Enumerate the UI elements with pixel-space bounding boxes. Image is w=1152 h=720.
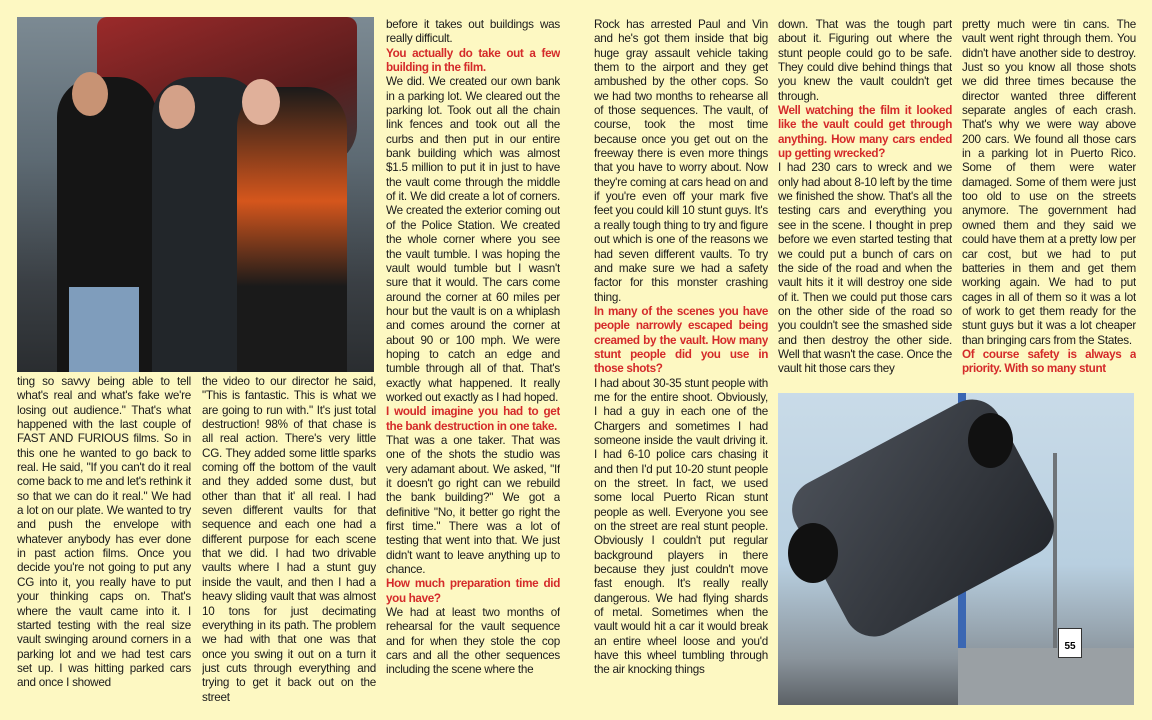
answer-text: We had at least two months of rehearsal for the vault sequence and for when they stole the cop cars and all the other sequences including the scene where the: [386, 606, 560, 677]
face-shape: [72, 72, 108, 116]
article-column-3: [386, 18, 560, 706]
answer-text: pretty much were tin cans. The vault went right through them. You didn't have another side to destroy. Just so you know all those shots we did three times because the director wanted three different separate angles of each crash. That's why we were way above 200 cars. We found all those cars in a parking lot in Puerto Rico. Some of them were water damaged. Some of them were just too old to use on the streets anymore. The government had owned them and they said we could have them at a pretty low per car cost, but we had to put batteries in them and get them working again. We had to put cages in all of them so it was a lot of work to get them ready for the stunt guys but it was a lot cheaper than bringing cars from the States.: [962, 18, 1136, 347]
person-left-jeans-shape: [69, 287, 139, 372]
question-heading: Of course safety is always a priority. With so many stunt: [962, 347, 1136, 376]
person-right-shape: [237, 87, 347, 372]
article-column-1: [17, 375, 191, 705]
article-column-2: [202, 375, 376, 705]
overturned-car-shape: [782, 393, 1065, 647]
answer-text: the video to our director he said, "This is fantastic. This is what we are going to run with." It's just total destruction! 98% of that chase is all real action. There's very little CG. They added some little sparks coming off the bottom of the vault and they added some dust, but other than that it' all real. I had seven different vaults for that sequence and each one had a different purpose for each scene that we did. I had two drivable vaults where I had a stunt guy inside the vault, and then I had a heavy sliding vault that was almost 10 tons for just decimating everything in its path. The problem we had with that one was that once you swing it out on a turn it just cuts through everything and trying to get it back out on the street: [202, 375, 376, 704]
wheel-shape: [788, 523, 838, 583]
speed-limit-sign: 55: [1058, 628, 1082, 658]
answer-text: That was a one taker. That was one of the shots the studio was very adamant about. We asked, "If it doesn't go right can we rebuild the bank building?" We got a definitive "No, it better go right the first time." There was a lot of testing that went into that. We just didn't want to leave anything up to chance.: [386, 433, 560, 577]
question-heading: You actually do take out a few building in the film.: [386, 46, 560, 75]
face-shape: [159, 85, 195, 129]
photo-crew-group: [17, 17, 374, 372]
article-column-4: [594, 18, 768, 706]
question-heading: I would imagine you had to get the bank destruction in one take.: [386, 405, 560, 433]
article-column-5: [778, 18, 952, 390]
photo-flipped-car: [778, 393, 1134, 705]
question-heading: In many of the scenes you have people narrowly escaped being creamed by the vault. How many stunt people did you use in those shots?: [594, 304, 768, 376]
answer-text: down. That was the tough part about it. Figuring out where the stunt people could go to be safe. They could dive behind things that you knew the vault couldn't get through.: [778, 18, 952, 103]
face-shape: [242, 79, 280, 125]
answer-text: I had 230 cars to wreck and we only had about 8-10 left by the time we finished the show. That's all the testing cars and everything you see in the scene. I thought in prep before we even started testing that we could put a bunch of cars on the side of the road and when the vault hits it it will destroy one side of it. Then we could put those cars on the other side of the road so you couldn't see the smashed side and then destroy the other side. Well that wasn't the case. Once the vault hit those cars they: [778, 161, 952, 376]
question-heading: How much preparation time did you have?: [386, 577, 560, 605]
answer-text: before it takes out buildings was really difficult.: [386, 18, 560, 46]
highway-shape: [958, 648, 1134, 705]
answer-text: Rock has arrested Paul and Vin and he's got them inside that big huge gray assault vehicle taking them to the airport and they get ambushed by the other cops. So we had two months to rehearse all of those sequences. The vault, of course, took the most time because once you get out on the freeway there is even more things that you have to worry about. Now they're coming at cars head on and if you're even off your mark five feet you could kill 10 stunt guys. It's a really tough thing to try and figure out which is one of the reasons we had seven different vaults. To try and make sure we had a safety factor for this monster crashing thing.: [594, 18, 768, 304]
answer-text: We did. We created our own bank in a parking lot. We cleared out the parking lot. Took out all the chain link fences and took out all the curbs and then put in our entire bank building which was almost $1.5 million to put it in just to have the vault come through the middle of it. We did create a lot of corners. We created the exterior coming out of the Police Station. We created the whole corner where you see the vault tumble. I was hoping the vault would tumble but I wasn't sure that it would. The cars come around the corner at 60 miles per hour but the vault is on a whiplash and comes around the corner at about 90 or 100 mph. We were hoping to catch an edge and tumble through all of that. That's exactly what happened. It really worked out exactly as I had hoped.: [386, 75, 560, 404]
wheel-shape: [968, 413, 1013, 468]
article-column-6: [962, 18, 1136, 390]
answer-text: ting so savvy being able to tell what's real and what's fake we're losing out audience." That's what happened with the last couple of FAST AND FURIOUS films. So in this one he wanted to go back to real. He said, "If you can't do it real come back to me and let's rethink it so that we can do it real." We had a lot on our plate. We wanted to try and push the envelope with whatever anybody has ever done in past action films. Once you decide you're not going to put any CG into it, you really have to put your thinking caps on. That's where the vault came into it. I started testing with the real size vault swinging around corners in a parking lot and we had test cars set up. I was hitting parked cars and once I showed: [17, 375, 191, 690]
question-heading: Well watching the film it looked like the vault could get through anything. How many cars ended up getting wrecked?: [778, 104, 952, 161]
answer-text: I had about 30-35 stunt people with me for the entire shoot. Obviously, I had a guy in each one of the Chargers and sometimes I had someone inside the vault driving it. I had 6-10 police cars chasing it and then I'd put 10-20 stunt people on the street. In fact, we used some local Puerto Rican stunt people as well. Everyone you see on the street are real stunt people. Obviously I couldn't put regular background players in there because they just couldn't move fast enough. It's really really dangerous. We had flying shards of metal. Sometimes when the vault would hit a car it would break an entire wheel loose and you'd have this wheel tumbling through the air knocking things: [594, 376, 768, 677]
